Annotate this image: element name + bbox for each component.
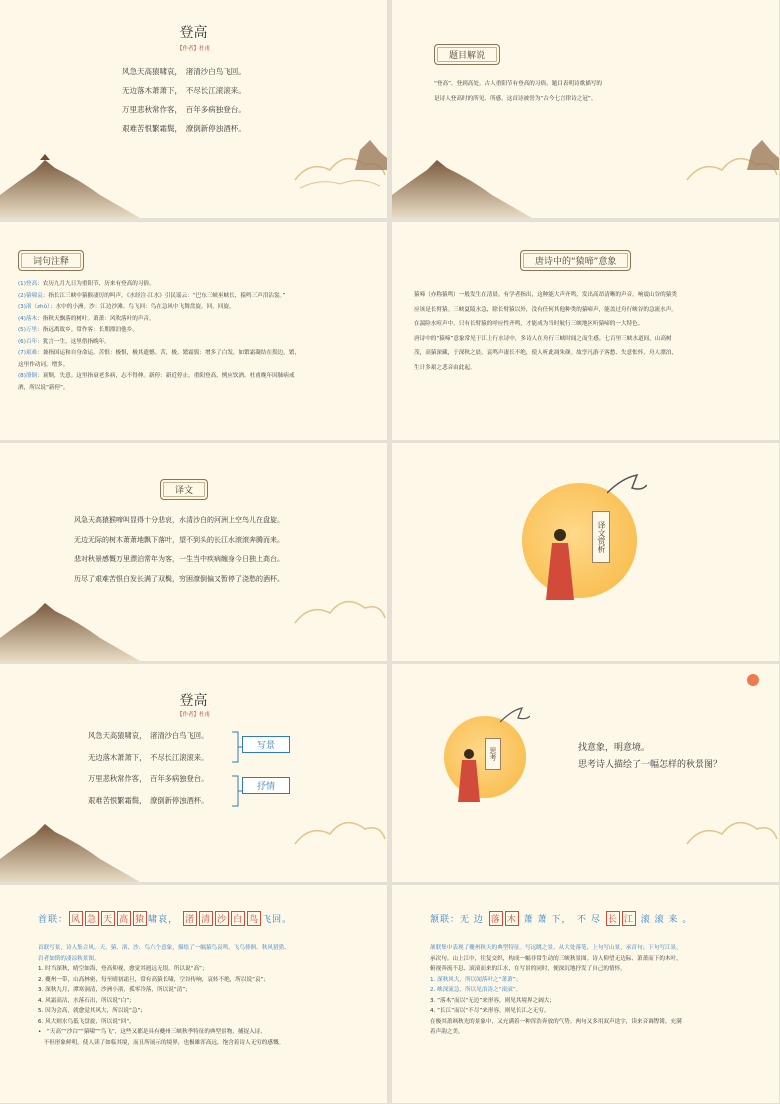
tag-emotion: 抒情 <box>242 777 290 794</box>
keyword-char: 渚 <box>183 911 197 926</box>
mountain-illustration <box>392 140 532 218</box>
poem-line: 艰难苦恨繁霜鬓， 潦倒新停浊酒杯。 <box>122 124 246 133</box>
slide-6[interactable] <box>392 443 779 661</box>
thinking-question <box>578 740 722 774</box>
scholar-figure <box>540 525 580 605</box>
scholar-figure <box>454 746 484 806</box>
note-item: (4)落木：指秋天飘落的树叶。萧萧：风吹落叶的声音。 <box>18 315 155 322</box>
list-item: 2. 峡深流急，所以见浪涛之“滚滚”。 <box>430 987 522 993</box>
notes-list <box>18 279 378 394</box>
note-item: (8)潦倒：衰颓，失意。这里指衰老多病，志不得伸。新停：新近停止。重阳登高，例应饮酒。杜甫晚年因肺病戒 <box>18 373 295 379</box>
list-item: 4. “长江”而以“不尽”来形容，则见长江之无穷。 <box>430 1008 550 1014</box>
paragraph-line: 应该是长臂猿。三峡夏陵水急，除长臂猿以外，没有任何其他种类的猿啼声，能盖过舟行峡谷的急流水声。 <box>414 306 677 313</box>
keyword-char: 落 <box>489 911 503 926</box>
keyword-char: 天 <box>101 911 115 926</box>
paragraph-line: 是诗人登高时的所见、所感。这首诗被誉为“古今七言律诗之冠”。 <box>434 95 597 102</box>
banner-scroll: 译文赏析 <box>592 511 610 563</box>
question-line: 找意象，明意境。 <box>578 743 651 753</box>
slide-10[interactable] <box>392 885 779 1103</box>
keyword-char: 沙 <box>215 911 229 926</box>
note-item: 这里作动词，增多。 <box>18 361 69 368</box>
poem-line: 无边落木萧萧下， 不尽长江滚滚来。 <box>88 752 209 762</box>
note-item: (5)万里：指远离故乡。常作客：长期漂泊他乡。 <box>18 327 138 333</box>
keyword-char: 清 <box>199 911 213 926</box>
translation-line: 风急天高猿猴啼叫显得十分悲哀，水清沙白的河洲上空鸟儿在盘旋。 <box>74 516 284 524</box>
couplet-label: 颔联： <box>430 915 461 925</box>
cloud-ornament <box>290 583 387 643</box>
slide-8[interactable] <box>392 664 779 882</box>
keyword-char: 长 <box>606 911 620 926</box>
section-label: 题目解说 <box>434 44 500 65</box>
poem-author: 【作者】杜甫 <box>176 712 210 718</box>
slide-4[interactable] <box>392 222 779 440</box>
translation-line: 历尽了艰难苦恨白发长满了双鬓，穷困潦倒偏又暂停了浇愁的酒杯。 <box>74 574 284 583</box>
paragraph-line: 唐诗中的“猿啼”意象常见于江上行水诗中，多诗人在舟行三峡时闻之而生感。七百里三峡水道间，山高树 <box>414 335 672 342</box>
list-item: • “天高”“沙白”“猿啸”“鸟飞”，这些又都是具有夔州三峡秋季特征的典型景物，捕捉入诗， <box>38 1029 266 1035</box>
question-line: 思考诗人描绘了一幅怎样的秋景图？ <box>578 760 723 770</box>
paragraph-line: 猿啼（亦称猿鸣）一般发生在清晨。有学者指出，这种能大声齐鸣，发出高昂清晰的声音，响震山谷的猿类 <box>414 292 677 298</box>
list-item: 5. 因为会高，就愈觉其风大，所以说“急”； <box>38 1008 147 1014</box>
paragraph-line: 生计多艰之悲音由此起。 <box>414 364 476 371</box>
poem-title: 登高 <box>179 693 208 709</box>
mountain-illustration <box>0 804 140 882</box>
paragraph-line: 在极其萧飒秋光的景象中，又充满着一种浑浩奔放的气势。两句又多用双声迭字，读来音调铿锵，充满 <box>430 1018 682 1025</box>
note-item: (6)百年：犹言一生，这里借指晚年。 <box>18 338 110 345</box>
paragraph-line: 茂，高猿深藏，于深秋之晨，哀鸣声凄长不绝，使人听此凋朱颜。故孪凡游子客愁、失意怅怀，舟人漂泊， <box>414 350 677 356</box>
translation-lines <box>74 511 284 589</box>
poem-line: 万里悲秋常作客， 百年多病独登台。 <box>88 774 209 783</box>
analysis-text <box>430 943 770 1038</box>
paragraph-line: 颔联集中表现了夔州秋天的典型特征。写远眺之景，从大处落笔，上句写山景，承首句；下句写江景， <box>430 945 682 951</box>
poem-line: 无边落木萧萧下， 不尽长江滚滚来。 <box>122 86 246 95</box>
keyword-char: 急 <box>85 911 99 926</box>
translation-line: 悲对秋景感慨万里漂泊常年为客，一生当中疾病缠身今日独上高台。 <box>74 555 284 563</box>
tag-scene: 写景 <box>242 736 290 753</box>
ape-imagery-text <box>414 288 764 375</box>
section-label: 译文 <box>160 479 208 500</box>
list-item: 4. 风霜高洁，水落石出，所以说“白”； <box>38 997 135 1004</box>
translation-line: 无边无际的树木萧萧地飘下落叶，望不到头的长江水滚滚奔腾而来。 <box>74 535 284 544</box>
list-item: 1. 深秋风大，所以闻落叶之“萧萧”； <box>430 976 522 983</box>
cloud-ornament <box>682 804 779 864</box>
keyword-char: 白 <box>231 911 245 926</box>
slide-7[interactable] <box>0 664 387 882</box>
intro-line: 岩者如斯的凄凉秋景图。 <box>38 955 100 962</box>
poem-line: 艰难苦恨繁霜鬓， 潦倒新停浊酒杯。 <box>88 795 209 805</box>
section-label: 唐诗中的“猿啼”意象 <box>520 250 631 271</box>
poem-line: 风急天高猿啸哀， 渚清沙白鸟飞回。 <box>122 67 246 76</box>
crane-icon <box>607 473 647 503</box>
slide-9[interactable] <box>0 885 387 1103</box>
analysis-text <box>38 943 378 1048</box>
couplet-heading: 首联： 风 急 天 高 猿 啸哀， 渚 清 沙 白 鸟 飞回。 <box>38 911 292 926</box>
paragraph-line: 着声韵之美。 <box>430 1029 464 1035</box>
mountain-illustration <box>0 583 140 661</box>
cloud-ornament <box>682 140 779 200</box>
slide-5[interactable] <box>0 443 387 661</box>
paragraph-line: 在湍险水喧声中，只有长臂猿的呼应性齐鸣，才能成为当时航行三峡地区听猿啼的一大特色。 <box>414 321 644 327</box>
couplet-heading: 颔联：无 边 落 木 萧 萧 下， 不 尽 长 江 滚 滚 来 。 <box>430 911 692 926</box>
section-label: 词句注释 <box>18 250 84 271</box>
couplet-label: 首联： <box>38 915 69 925</box>
poem-line: 万里悲秋常作客， 百年多病独登台。 <box>122 105 246 114</box>
keyword-char: 风 <box>69 911 83 926</box>
poem-author: 【作者】杜甫 <box>176 46 210 52</box>
title-explanation <box>434 77 602 106</box>
crane-icon <box>500 706 530 730</box>
poem-lines <box>88 725 208 811</box>
cloud-ornament <box>290 804 387 864</box>
paragraph-line: 俯视奔流不息、滚滚而来的江水，在写景的同时，便深沉地抒发了自己的情怀。 <box>430 966 626 972</box>
list-item: 6. 风大则水鸟低飞盘旋，所以说“回”。 <box>38 1018 135 1025</box>
mountain-illustration <box>0 140 140 218</box>
keyword-char: 高 <box>117 911 131 926</box>
keyword-char: 猿 <box>133 911 147 926</box>
keyword-char: 江 <box>622 911 636 926</box>
list-item: 2. 夔州一带，山高林密，每至晴初霜旦，常有高猿长啸，空谷传响，哀转不绝，所以说“哀”； <box>38 976 270 983</box>
slide-3[interactable] <box>0 222 387 440</box>
note-item: (3)渚（zhǔ）：水中的小洲。沙：江边沙滩。鸟飞回：鸟在急风中飞舞盘旋。回，回旋。 <box>18 304 235 310</box>
note-item: (7)艰难：兼指国运和自身命运。苦恨：极恨，极其遗憾。苦，极。繁霜鬓：增多了白发，如繁霜凝结在鬓边。繁， <box>18 350 301 356</box>
note-item: (2)猿啸哀：指长江三峡中猿猴凄厉的叫声。《水经注·江水》引民谣云：“巴东三峡巫峡长，猿鸣三声泪沾裳。” <box>18 292 286 299</box>
poem-title: 登高 <box>179 25 208 41</box>
note-item: 酒，所以说“新停”。 <box>18 384 69 391</box>
cloud-ornament <box>290 140 387 200</box>
keyword-char: 木 <box>505 911 519 926</box>
slide-1[interactable] <box>0 0 387 218</box>
list-item: 3. “落木”而以“无边”来形容，则见其境界之阔大； <box>430 997 555 1004</box>
banner-scroll: 思考 <box>485 738 501 770</box>
note-item: (1)登高：农历九月九日为重阳节，历来有登高的习俗。 <box>18 281 155 287</box>
poem-line: 风急天高猿啸哀， 渚清沙白鸟飞回。 <box>88 731 209 740</box>
list-item: 3. 深秋九月，潭寒洞清，沙洲小渚，孤零冷落，所以说“清”； <box>38 987 191 993</box>
paragraph-line: “登高”，登到高处。古人重阳节有登高的习俗。题目表明诗歌描写的 <box>434 81 603 87</box>
slide-2[interactable] <box>392 0 779 218</box>
list-item: 1. 时当深秋，晴空如海，登高仰视，愈觉其迥远无垠，所以说“高”； <box>38 966 208 972</box>
keyword-char: 鸟 <box>247 911 261 926</box>
intro-line: 首联写景，诗人集合风、天、猿、渚、沙、鸟六个意象，描绘了一幅猿鸟哀鸣、飞鸟徘徊、秋风猎猎、 <box>38 945 290 951</box>
poem-lines <box>122 62 246 138</box>
list-item: 不但形象鲜明，使人读了如临其境，而且所展示的境界，也极雄浑高远，饱含着诗人无穷的感慨。 <box>38 1039 285 1046</box>
paragraph-line: 承次句。山上江中，往复交织，构成一幅非常生动的三峡秋景图。诗人仰望无边际、萧萧而下的木叶， <box>430 955 682 962</box>
accent-dot <box>747 674 759 686</box>
